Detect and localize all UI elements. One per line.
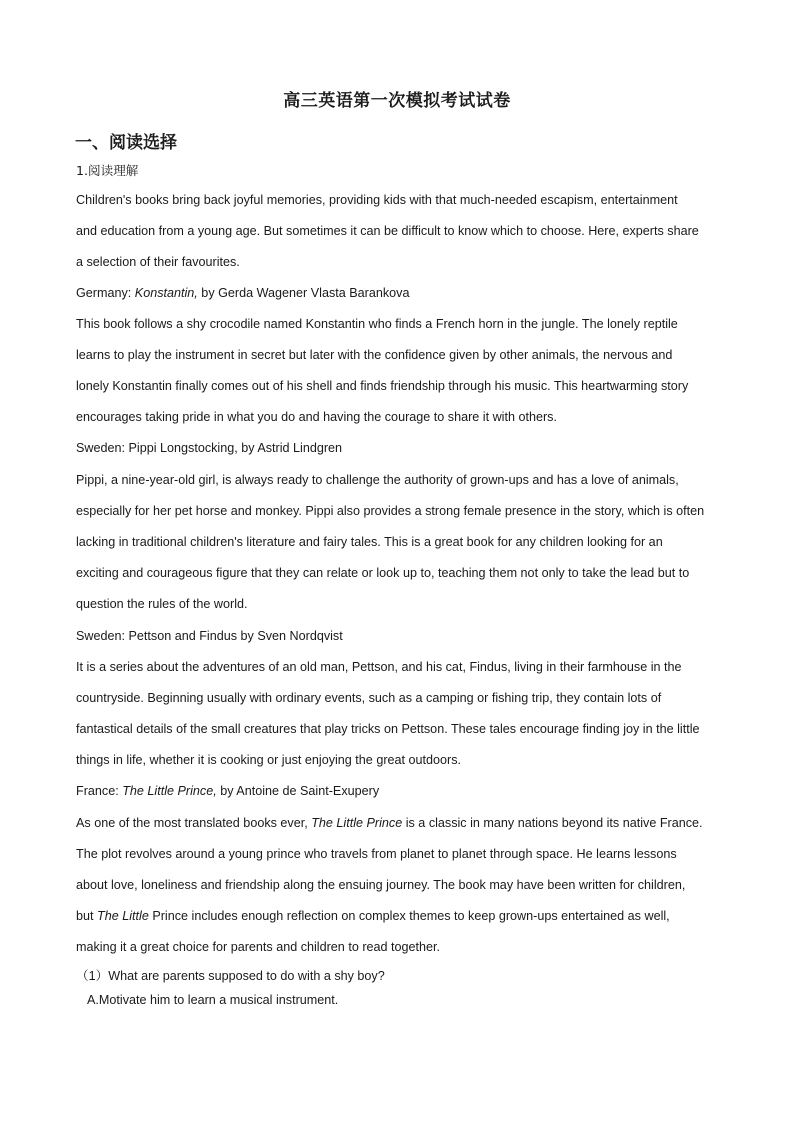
question-1: （1）What are parents supposed to do with a shy boy? xyxy=(76,969,385,983)
paragraph-line: It is a series about the adventures of an old man, Pettson, and his cat, Findus, living in their farmhouse in the xyxy=(76,660,682,674)
book-heading-sweden-pippi: Sweden: Pippi Longstocking, by Astrid Lindgren xyxy=(76,441,343,455)
intro-line: a selection of their favourites. xyxy=(76,255,240,269)
book-heading-germany: Germany: Konstantin, by Gerda Wagener Vlasta Barankova xyxy=(76,286,410,300)
paragraph-line: lonely Konstantin finally comes out of his shell and finds friendship through his music. This heartwarming story xyxy=(76,379,689,393)
subsection-label: 1.阅读理解 xyxy=(76,163,139,178)
paragraph-line: fantastical details of the small creatures that play tricks on Pettson. These tales encourage finding joy in the little xyxy=(76,722,700,736)
paragraph-line: countryside. Beginning usually with ordinary events, such as a camping or fishing trip, they contain lots of xyxy=(76,691,662,705)
paragraph-line: As one of the most translated books ever, The Little Prince is a classic in many nations beyond its native France. xyxy=(76,816,703,830)
intro-line: and education from a young age. But sometimes it can be difficult to know which to choose. Here, experts share xyxy=(76,224,699,238)
section-heading: 一、阅读选择 xyxy=(75,133,177,153)
paragraph-line: encourages taking pride in what you do and having the courage to share it with others. xyxy=(76,410,557,424)
book-heading-france: France: The Little Prince, by Antoine de Saint-Exupery xyxy=(76,784,380,798)
paragraph-line: This book follows a shy crocodile named Konstantin who finds a French horn in the jungle. The lonely reptile xyxy=(76,317,678,331)
paragraph-line: about love, loneliness and friendship along the ensuing journey. The book may have been written for children, xyxy=(76,878,686,892)
paragraph-line: things in life, whether it is cooking or just enjoying the great outdoors. xyxy=(76,753,462,767)
option-a: A.Motivate him to learn a musical instrument. xyxy=(87,993,339,1007)
intro-line: Children's books bring back joyful memories, providing kids with that much-needed escapism, entertainment xyxy=(76,193,678,207)
paragraph-line: lacking in traditional children's literature and fairy tales. This is a great book for any children looking for an xyxy=(76,535,663,549)
book-heading-sweden-pettson: Sweden: Pettson and Findus by Sven Nordqvist xyxy=(76,629,343,643)
paragraph-line: The plot revolves around a young prince who travels from planet to planet through space. He learns lessons xyxy=(76,847,677,861)
page-title: 高三英语第一次模拟考试试卷 xyxy=(283,91,511,111)
paragraph-line: Pippi, a nine-year-old girl, is always ready to challenge the authority of grown-ups and has a love of animals, xyxy=(76,473,679,487)
paragraph-line: but The Little Prince includes enough reflection on complex themes to keep grown-ups entertained as well, xyxy=(76,909,670,923)
paragraph-line: making it a great choice for parents and children to read together. xyxy=(76,940,441,954)
paragraph-line: learns to play the instrument in secret but later with the confidence given by other animals, the nervous and xyxy=(76,348,673,362)
paragraph-line: exciting and courageous figure that they can relate or look up to, teaching them not only to take the lead but to xyxy=(76,566,690,580)
paragraph-line: especially for her pet horse and monkey. Pippi also provides a strong female presence in the story, which is often xyxy=(76,504,705,518)
paragraph-line: question the rules of the world. xyxy=(76,597,248,611)
